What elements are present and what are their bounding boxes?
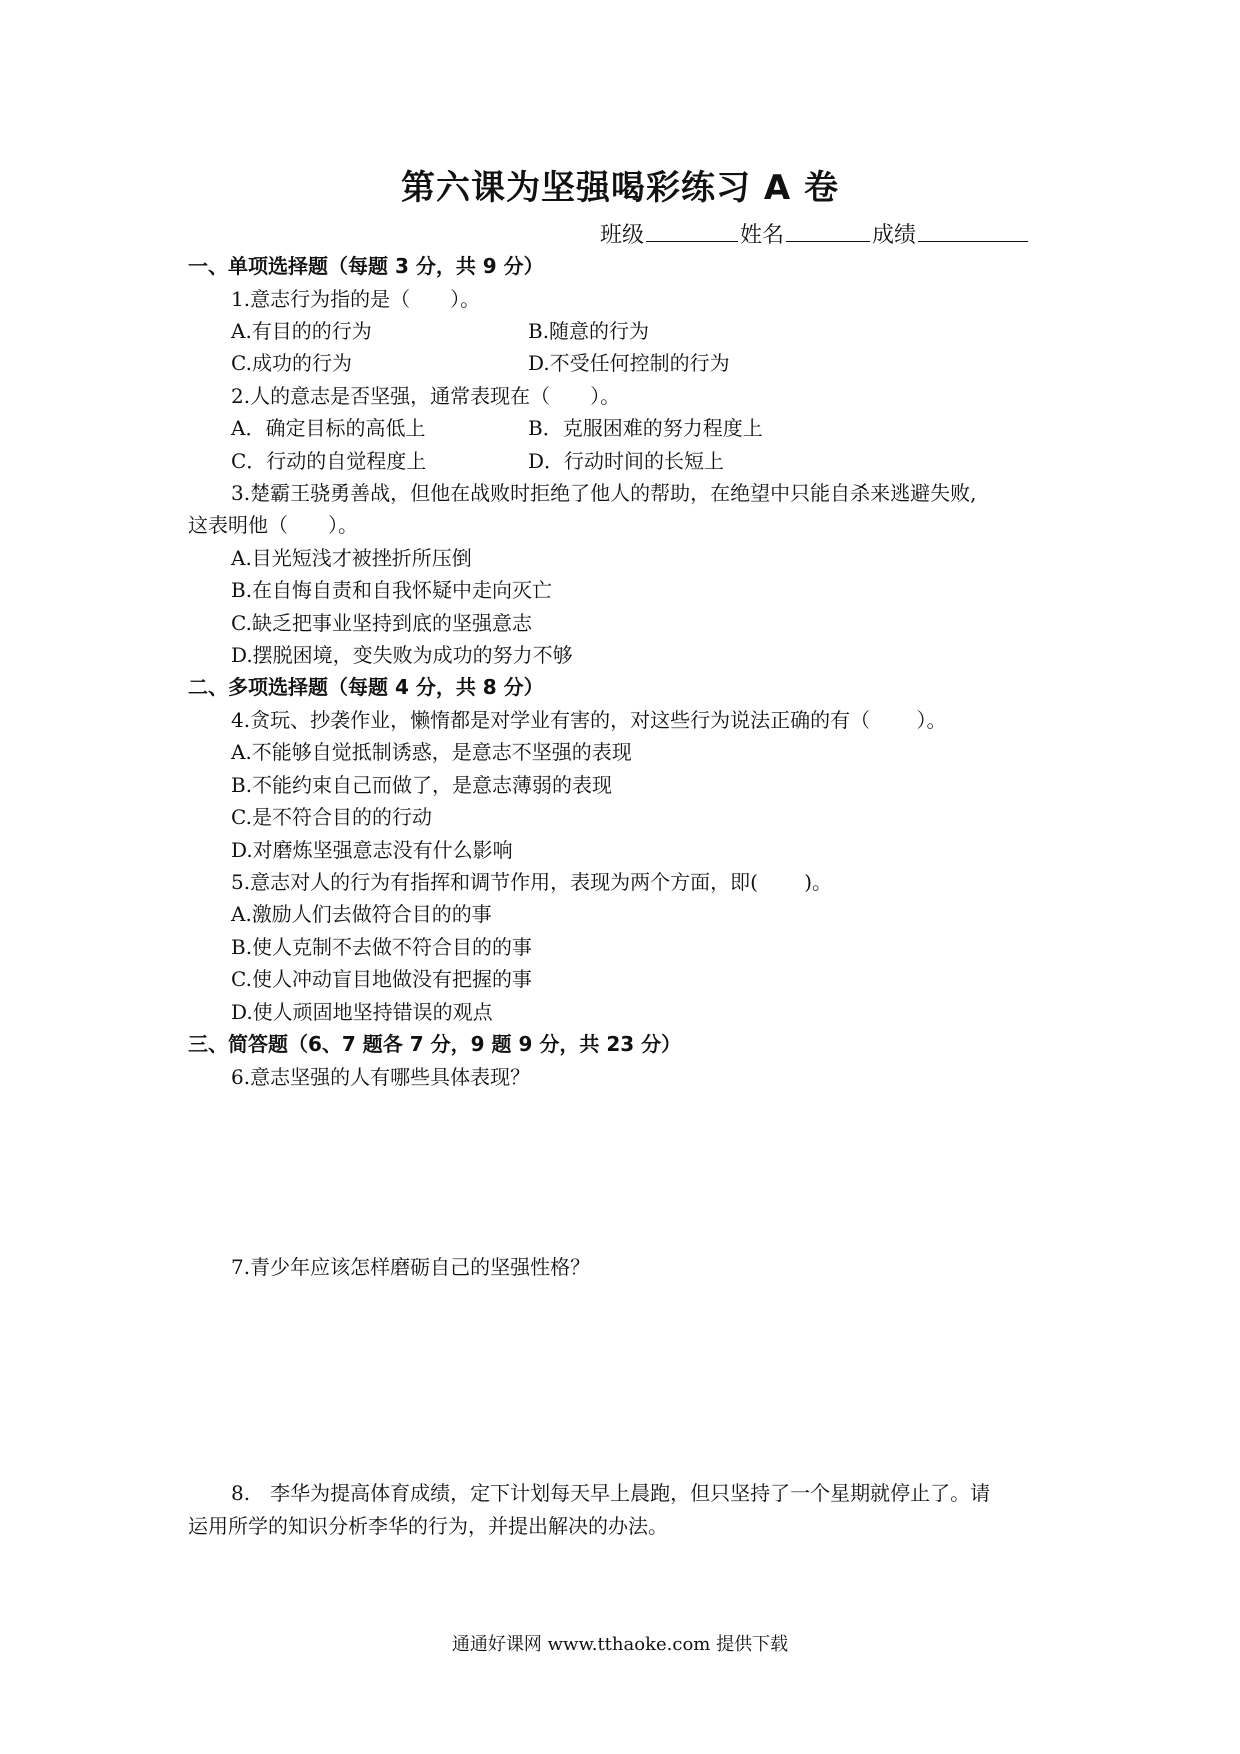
class-label: 班级: [600, 223, 645, 248]
question-4-stem: 4.贪玩、抄袭作业，懒惰都是对学业有害的，对这些行为说法正确的有（ ）。: [231, 708, 947, 732]
score-label: 成绩: [872, 223, 917, 248]
question-2-option-a: A．确定目标的高低上: [231, 416, 426, 440]
question-5-option-a: A.激励人们去做符合目的的事: [231, 902, 492, 926]
question-5-option-c: C.使人冲动盲目地做没有把握的事: [231, 967, 532, 991]
page-title: 第六课为坚强喝彩练习 A 卷: [401, 168, 839, 208]
question-1-option-a: A.有目的的行为: [231, 319, 372, 343]
question-1-option-b: B.随意的行为: [528, 319, 650, 343]
question-1-option-d: D.不受任何控制的行为: [528, 351, 730, 375]
question-8-stem-line-1: 8. 李华为提高体育成绩，定下计划每天早上晨跑，但只坚持了一个星期就停止了。请: [231, 1481, 991, 1505]
question-5-stem: 5.意志对人的行为有指挥和调节作用，表现为两个方面，即( )。: [231, 870, 833, 894]
question-1-option-c: C.成功的行为: [231, 351, 352, 375]
question-5-option-d: D.使人顽固地坚持错误的观点: [231, 1000, 493, 1024]
name-blank: [786, 221, 870, 242]
question-4-option-c: C.是不符合目的的行动: [231, 805, 432, 829]
question-8-stem-line-2: 运用所学的知识分析李华的行为，并提出解决的办法。: [188, 1514, 668, 1538]
question-2-option-d: D．行动时间的长短上: [528, 449, 725, 473]
question-1-stem: 1.意志行为指的是（ ）。: [231, 287, 481, 311]
section-heading-short-answer: 三、简答题（6、7 题各 7 分，9 题 9 分，共 23 分）: [188, 1032, 682, 1056]
name-label: 姓名: [740, 223, 785, 248]
question-7-stem: 7.青少年应该怎样磨砺自己的坚强性格？: [231, 1255, 591, 1279]
student-info-row: [600, 218, 1030, 249]
question-2-stem: 2.人的意志是否坚强，通常表现在（ ）。: [231, 384, 621, 408]
question-4-option-d: D.对磨炼坚强意志没有什么影响: [231, 838, 513, 862]
question-2-option-b: B．克服困难的努力程度上: [528, 416, 763, 440]
question-3-option-b: B.在自悔自责和自我怀疑中走向灭亡: [231, 578, 553, 602]
score-blank: [918, 221, 1028, 242]
question-2-option-c: C．行动的自觉程度上: [231, 449, 427, 473]
question-3-stem-line-1: 3.楚霸王骁勇善战，但他在战败时拒绝了他人的帮助，在绝望中只能自杀来逃避失败,: [231, 481, 977, 505]
question-3-option-d: D.摆脱困境，变失败为成功的努力不够: [231, 643, 573, 667]
question-3-option-a: A.目光短浅才被挫折所压倒: [231, 546, 472, 570]
question-3-stem-line-2: 这表明他（ ）。: [188, 513, 358, 537]
page-footer: 通通好课网 www.tthaoke.com 提供下载: [451, 1634, 789, 1655]
question-3-option-c: C.缺乏把事业坚持到底的坚强意志: [231, 611, 532, 635]
class-blank: [646, 221, 738, 242]
question-4-option-a: A.不能够自觉抵制诱惑，是意志不坚强的表现: [231, 740, 632, 764]
section-heading-single-choice: 一、单项选择题（每题 3 分，共 9 分）: [188, 254, 544, 278]
section-heading-multiple-choice: 二、多项选择题（每题 4 分，共 8 分）: [188, 675, 544, 699]
question-4-option-b: B.不能约束自己而做了，是意志薄弱的表现: [231, 773, 613, 797]
question-6-stem: 6.意志坚强的人有哪些具体表现？: [231, 1065, 531, 1089]
question-5-option-b: B.使人克制不去做不符合目的的事: [231, 935, 533, 959]
